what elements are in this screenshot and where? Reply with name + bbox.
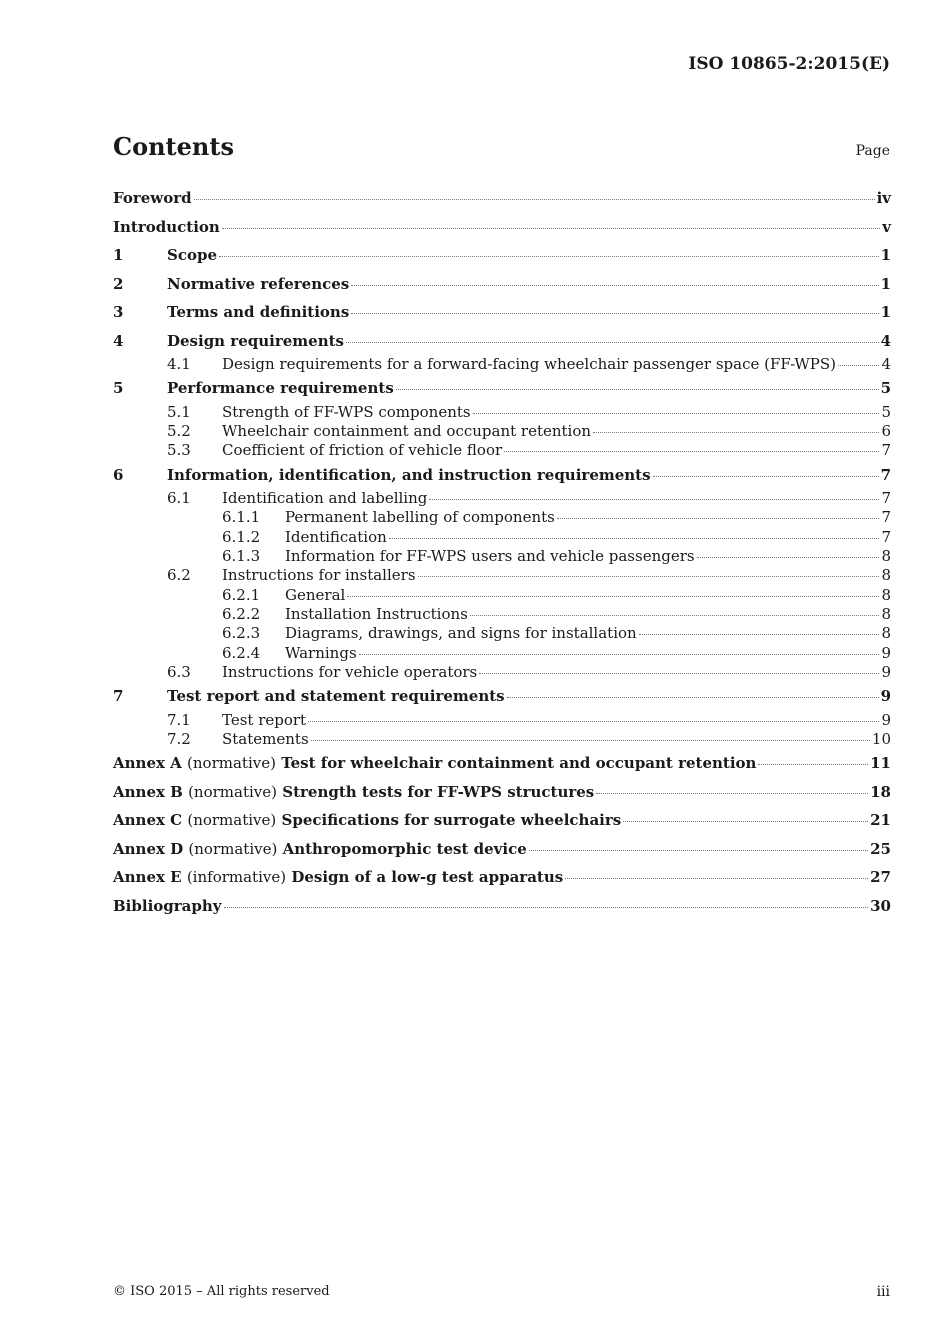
toc-entry[interactable] [113, 327, 891, 356]
toc-entry-text: Anthropomorphic test device [282, 839, 527, 858]
toc-entry[interactable] [113, 355, 891, 374]
toc-entry-number: 1 [113, 246, 124, 264]
toc-page-number: 9 [881, 643, 891, 662]
toc-entry-title [113, 863, 563, 892]
copyright-notice: © ISO 2015 – All rights reserved [113, 1284, 330, 1299]
toc-entry[interactable] [113, 835, 891, 864]
dot-leader [623, 821, 868, 822]
dot-leader [593, 432, 879, 433]
page-number: iii [876, 1284, 890, 1300]
toc-page-number: 1 [880, 246, 891, 264]
toc-entry-title [167, 327, 344, 356]
dot-leader [473, 413, 880, 414]
toc-entry-number: 6 [113, 465, 124, 484]
toc-page-number: 8 [881, 547, 891, 566]
toc-page-number: 4 [881, 355, 891, 373]
dot-leader [224, 907, 869, 908]
dot-leader [194, 199, 875, 200]
dot-leader [565, 878, 868, 879]
toc-entry-text: Strength tests for FF-WPS structures [282, 782, 595, 801]
dot-leader [389, 538, 880, 539]
toc-page-number: iv [876, 189, 891, 207]
toc-entry-number: 6.1.3 [222, 547, 261, 566]
toc-entry-text: Identification and labelling [222, 489, 428, 508]
toc-entry-text: Design of a low-g test apparatus [291, 868, 564, 887]
toc-entry-title [113, 184, 192, 213]
toc-page-number: 8 [881, 624, 891, 643]
dot-leader [429, 499, 879, 500]
page-title: Contents [113, 132, 234, 161]
toc-entry-number: 6.2.1 [222, 585, 261, 604]
toc-entry[interactable] [113, 682, 891, 711]
toc-entry-text: Wheelchair containment and occupant retention [222, 422, 592, 441]
toc-entry[interactable] [113, 892, 891, 921]
toc-entry-title [113, 749, 756, 778]
toc-page-number: 7 [880, 465, 891, 484]
dot-leader [504, 451, 879, 452]
toc-entry-title [285, 644, 357, 663]
toc-entry-text: Instructions for installers [222, 566, 416, 585]
toc-page-number: 7 [881, 508, 891, 527]
dot-leader [653, 476, 879, 477]
toc-entry-text: Diagrams, drawings, and signs for installation [285, 624, 637, 643]
toc-entry-number: 6.2.3 [222, 624, 261, 643]
toc-entry-title [167, 682, 505, 711]
toc-entry-title [113, 892, 222, 921]
table-of-contents [113, 184, 891, 920]
toc-entry-number: 6.1.2 [222, 527, 261, 546]
toc-entry-text: Normative references [167, 274, 350, 293]
annex-type: (normative) [188, 839, 278, 858]
dot-leader [311, 740, 870, 741]
dot-leader [639, 634, 880, 635]
toc-entry-number: 6.2 [167, 566, 191, 585]
toc-entry-title [222, 355, 836, 374]
toc-entry[interactable] [113, 441, 891, 460]
toc-entry-number: 6.2.4 [222, 643, 261, 662]
toc-entry-text: Instructions for vehicle operators [222, 662, 478, 681]
dot-leader [219, 256, 879, 257]
toc-page-number: 1 [880, 303, 891, 321]
dot-leader [697, 557, 880, 558]
dot-leader [418, 576, 880, 577]
toc-entry-text: Foreword [113, 189, 192, 207]
toc-entry-number: 5 [113, 379, 124, 398]
toc-entry-number: 4 [113, 331, 124, 350]
dot-leader [222, 228, 880, 229]
toc-entry-text: Strength of FF-WPS components [222, 402, 471, 421]
toc-entry[interactable] [113, 508, 891, 527]
toc-page-number: 5 [881, 402, 891, 421]
toc-entry-title [113, 806, 621, 835]
dot-leader [396, 389, 879, 390]
toc-entry[interactable] [113, 270, 891, 299]
toc-page-number: 11 [870, 754, 891, 773]
toc-entry[interactable] [113, 489, 891, 508]
toc-entry-title [167, 461, 651, 490]
toc-page-number: 1 [880, 274, 891, 293]
toc-entry-number: 6.1 [167, 489, 191, 508]
toc-page-number: 10 [871, 729, 891, 748]
toc-entry-number: 6.3 [167, 662, 191, 681]
document-id: ISO 10865-2:2015(E) [688, 54, 890, 74]
toc-entry[interactable] [113, 374, 891, 403]
toc-entry-number: 3 [113, 303, 124, 321]
annex-type: (normative) [188, 782, 277, 801]
toc-entry-text: Installation Instructions [285, 604, 468, 623]
toc-entry[interactable] [113, 461, 891, 490]
toc-entry-number: 6.2.2 [222, 604, 261, 623]
toc-entry-title [222, 711, 306, 730]
toc-entry[interactable] [113, 298, 891, 327]
toc-entry-text: Identification [285, 527, 387, 546]
toc-entry-title [222, 730, 309, 749]
toc-entry-number: 4.1 [167, 355, 191, 373]
toc-entry-title [222, 489, 427, 508]
toc-entry-text: Performance requirements [167, 379, 394, 398]
toc-entry[interactable] [113, 213, 891, 242]
toc-entry[interactable] [113, 605, 891, 624]
toc-entry-title [285, 528, 387, 547]
toc-entry-number: 7 [113, 687, 124, 706]
toc-page-number: 8 [881, 604, 891, 623]
toc-entry-text: Bibliography [113, 896, 222, 915]
toc-entry-number: 5.1 [167, 402, 191, 421]
dot-leader [838, 365, 879, 366]
toc-page-number: 9 [880, 687, 891, 706]
dot-leader [758, 764, 868, 765]
toc-page-number: 8 [881, 566, 891, 585]
dot-leader [346, 342, 879, 343]
toc-page-number: 6 [881, 422, 891, 441]
dot-leader [308, 721, 879, 722]
annex-label: Annex A [113, 754, 182, 773]
toc-page-number: 7 [881, 527, 891, 546]
toc-entry-title [222, 441, 502, 460]
toc-page-number: 8 [881, 585, 891, 604]
annex-type: (informative) [186, 868, 287, 887]
toc-entry-title [222, 566, 416, 585]
toc-page-number: 7 [881, 441, 891, 460]
toc-entry[interactable] [113, 749, 891, 778]
toc-entry[interactable] [113, 663, 891, 682]
toc-entry-number: 5.2 [167, 422, 191, 441]
toc-entry-number: 2 [113, 274, 124, 293]
toc-entry-title [167, 241, 217, 270]
toc-page-number: v [882, 217, 891, 236]
toc-entry-text: Test report and statement requirements [167, 687, 505, 706]
toc-entry-title [167, 298, 349, 327]
toc-entry-text: General [285, 585, 346, 604]
toc-entry-number: 7.1 [167, 710, 191, 729]
toc-entry-text: Information for FF-WPS users and vehicle passengers [285, 547, 695, 566]
toc-entry[interactable] [113, 624, 891, 643]
toc-entry-title [167, 374, 394, 403]
toc-entry-text: Scope [167, 246, 218, 264]
dot-leader [351, 313, 878, 314]
toc-entry-text: Test report [222, 710, 307, 729]
toc-entry-number: 6.1.1 [222, 508, 261, 527]
toc-entry-title [113, 778, 594, 807]
toc-entry-text: Introduction [113, 217, 220, 236]
annex-label: Annex D [113, 839, 184, 858]
toc-entry-number: 7.2 [167, 729, 191, 748]
toc-entry-title [222, 422, 591, 441]
toc-entry-text: Design requirements [167, 331, 344, 350]
toc-entry-text: Statements [222, 729, 309, 748]
toc-entry[interactable] [113, 528, 891, 547]
toc-entry[interactable] [113, 806, 891, 835]
toc-entry[interactable] [113, 184, 891, 213]
dot-leader [347, 596, 879, 597]
toc-page-number: 27 [870, 868, 891, 887]
toc-entry-title [285, 605, 468, 624]
toc-entry-text: Warnings [285, 643, 357, 662]
page-column-label: Page [855, 143, 890, 159]
dot-leader [479, 673, 879, 674]
toc-entry-title [285, 624, 637, 643]
toc-page-number: 18 [870, 782, 891, 801]
toc-entry[interactable] [113, 586, 891, 605]
annex-type: (normative) [187, 754, 276, 773]
dot-leader [470, 615, 880, 616]
toc-entry-text: Permanent labelling of components [285, 508, 555, 527]
toc-entry[interactable] [113, 547, 891, 566]
toc-page-number: 30 [870, 896, 891, 915]
toc-entry-title [222, 403, 471, 422]
toc-entry-text: Information, identification, and instruction requirements [167, 465, 651, 484]
toc-entry-title [285, 508, 555, 527]
toc-entry[interactable] [113, 863, 891, 892]
dot-leader [596, 793, 868, 794]
toc-entry-title [113, 835, 527, 864]
toc-page-number: 7 [881, 489, 891, 508]
toc-entry-title [285, 586, 345, 605]
toc-entry-text: Design requirements for a forward-facing wheelchair passenger space (FF-WPS) [222, 355, 837, 373]
toc-entry[interactable] [113, 422, 891, 441]
toc-entry[interactable] [113, 241, 891, 270]
annex-label: Annex E [113, 868, 182, 887]
toc-entry[interactable] [113, 778, 891, 807]
dot-leader [529, 850, 868, 851]
dot-leader [351, 285, 878, 286]
toc-entry[interactable] [113, 566, 891, 585]
toc-page-number: 5 [880, 379, 891, 398]
annex-label: Annex B [113, 782, 183, 801]
toc-page-number: 9 [881, 662, 891, 681]
toc-entry[interactable] [113, 403, 891, 422]
dot-leader [507, 697, 879, 698]
toc-page-number: 4 [880, 331, 891, 350]
toc-page-number: 21 [870, 811, 891, 830]
toc-entry-text: Coefficient of friction of vehicle floor [222, 441, 503, 460]
dot-leader [359, 654, 880, 655]
toc-entry[interactable] [113, 711, 891, 730]
toc-entry-number: 5.3 [167, 441, 191, 460]
toc-entry[interactable] [113, 730, 891, 749]
toc-entry-text: Terms and definitions [167, 303, 350, 321]
toc-entry-text: Test for wheelchair containment and occupant retention [281, 754, 757, 773]
toc-page-number: 9 [881, 710, 891, 729]
dot-leader [557, 518, 880, 519]
toc-entry[interactable] [113, 644, 891, 663]
toc-entry-title [113, 213, 220, 242]
toc-entry-title [222, 663, 477, 682]
toc-entry-text: Specifications for surrogate wheelchairs [281, 811, 622, 830]
toc-page-number: 25 [870, 839, 891, 858]
toc-entry-title [285, 547, 695, 566]
toc-entry-title [167, 270, 349, 299]
annex-label: Annex C [113, 811, 183, 830]
annex-type: (normative) [187, 811, 277, 830]
